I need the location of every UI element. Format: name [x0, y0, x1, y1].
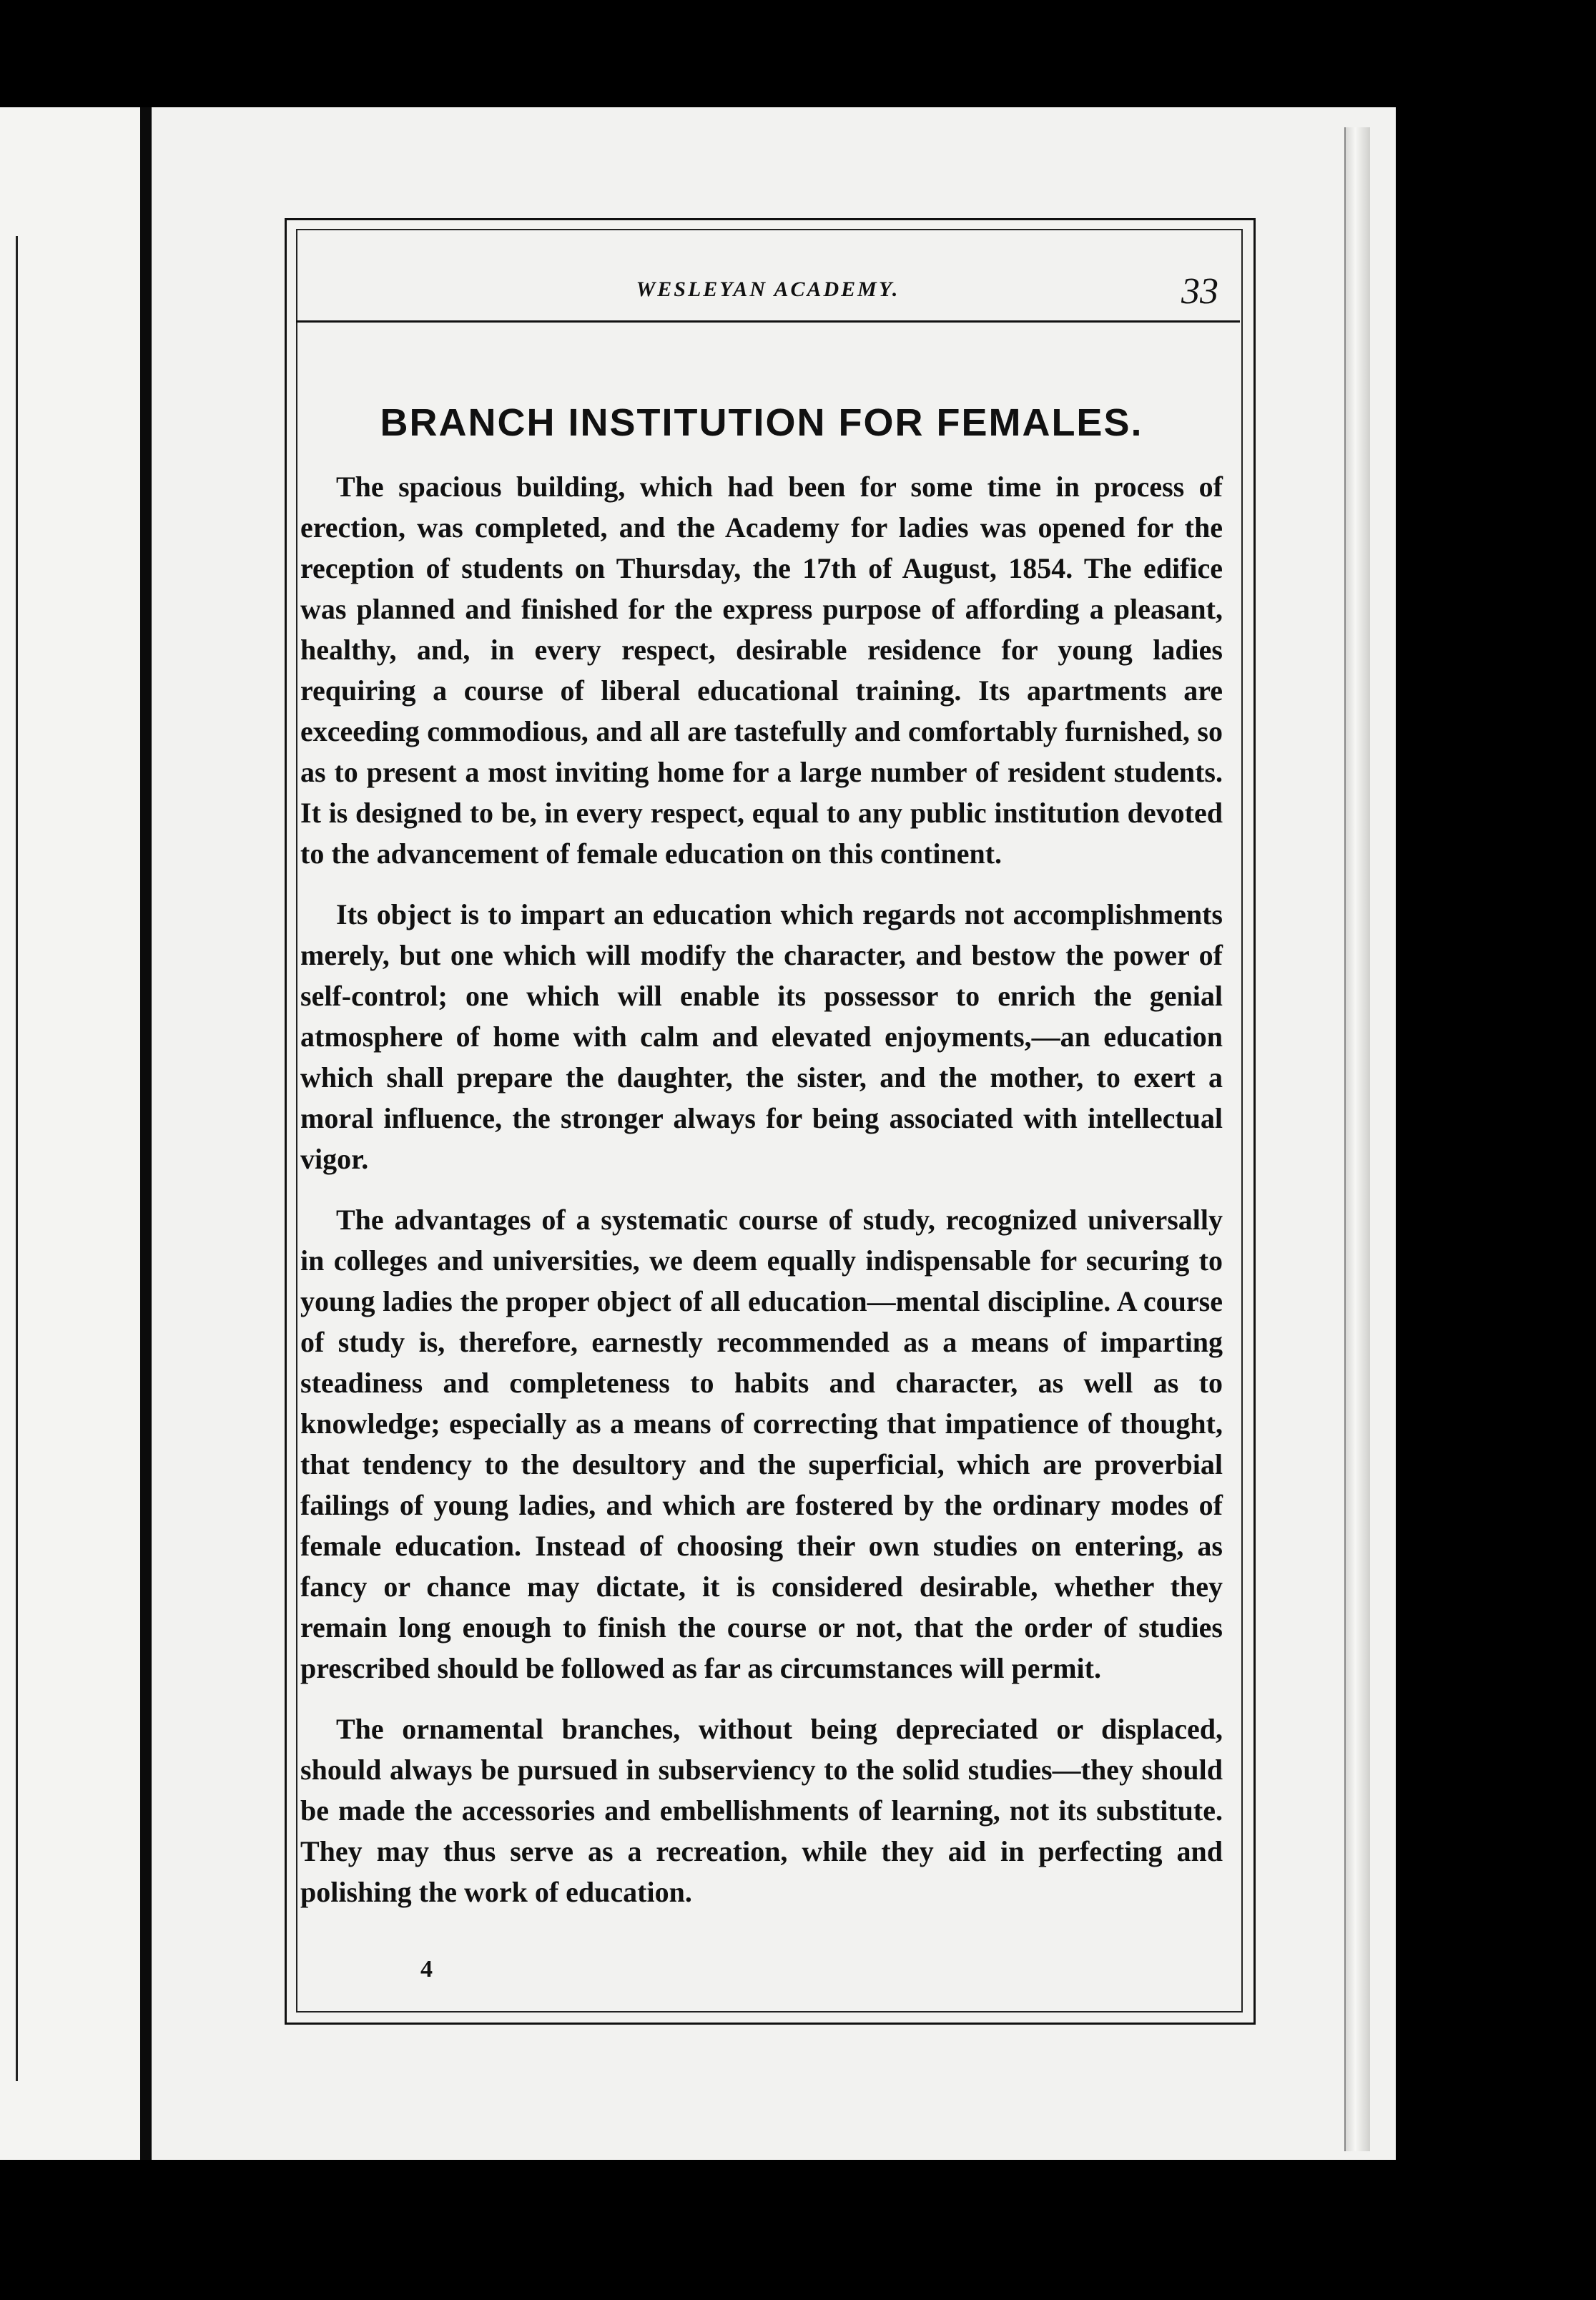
- paragraph-4: The ornamental branches, without being depreciated or displaced, should always be pursued in subserviency to the solid studies—they should be made the accessories and embellishments of learning, not its substitute. They may thus serve as a recreation, while they aid in perfecting and polishing the work of education.: [300, 1713, 1223, 1908]
- running-head-title: WESLEYAN ACADEMY.: [636, 277, 900, 301]
- paragraph-3: The advantages of a systematic course of study, recognized universally in colleges and universities, we deem equally indispensable for securing to young ladies the proper object of all education—mental discipline. A course of study is, therefore, earnestly recommended as a means of imparting steadiness and completeness to habits and character, as well as to knowledge; especially as a means of correcting that impatience of thought, that tendency to the desultory and the superficial, which are proverbial failings of young ladies, and which are fostered by the ordinary modes of female education. Instead of choosing their own studies on entering, as fancy or chance may dictate, it is considered desirable, whether they remain long enough to finish the course or not, that the order of studies prescribed should be followed as far as circumstances will permit.: [300, 1204, 1223, 1684]
- section-heading: BRANCH INSTITUTION FOR FEMALES.: [380, 401, 1143, 444]
- page-number: 33: [1181, 271, 1218, 312]
- paragraph-1: The spacious building, which had been for some time in process of erection, was completed, and the Academy for ladies was opened for the reception of students on Thursday, the 17th of August, 1854. The edifice was planned and finished for the express purpose of affording a pleasant, healthy, and, in every respect, desirable residence for young ladies requiring a course of liberal educational training. Its apartments are exceeding commodious, and all are tastefully and comfortably furnished, so as to present a most inviting home for a large number of resident students. It is designed to be, in every respect, equal to any public institution devoted to the advancement of female education on this continent.: [300, 471, 1223, 870]
- paragraph-2: Its object is to impart an education which regards not accomplishments merely, but one which will modify the character, and bestow the power of self-control; one which will enable its possessor to enrich the genial atmosphere of home with calm and elevated enjoyments,—an education which shall prepare the daughter, the sister, and the mother, to exert a moral influence, the stronger always for being associated with intellectual vigor.: [300, 898, 1223, 1175]
- header-rule: [296, 320, 1240, 323]
- page-content: [300, 400, 1223, 1932]
- signature-mark: 4: [420, 1956, 433, 1982]
- left-page: [0, 107, 150, 2160]
- running-head: [296, 272, 1240, 322]
- left-page-frame-edge: [0, 236, 18, 2081]
- page-edge: [1344, 127, 1370, 2151]
